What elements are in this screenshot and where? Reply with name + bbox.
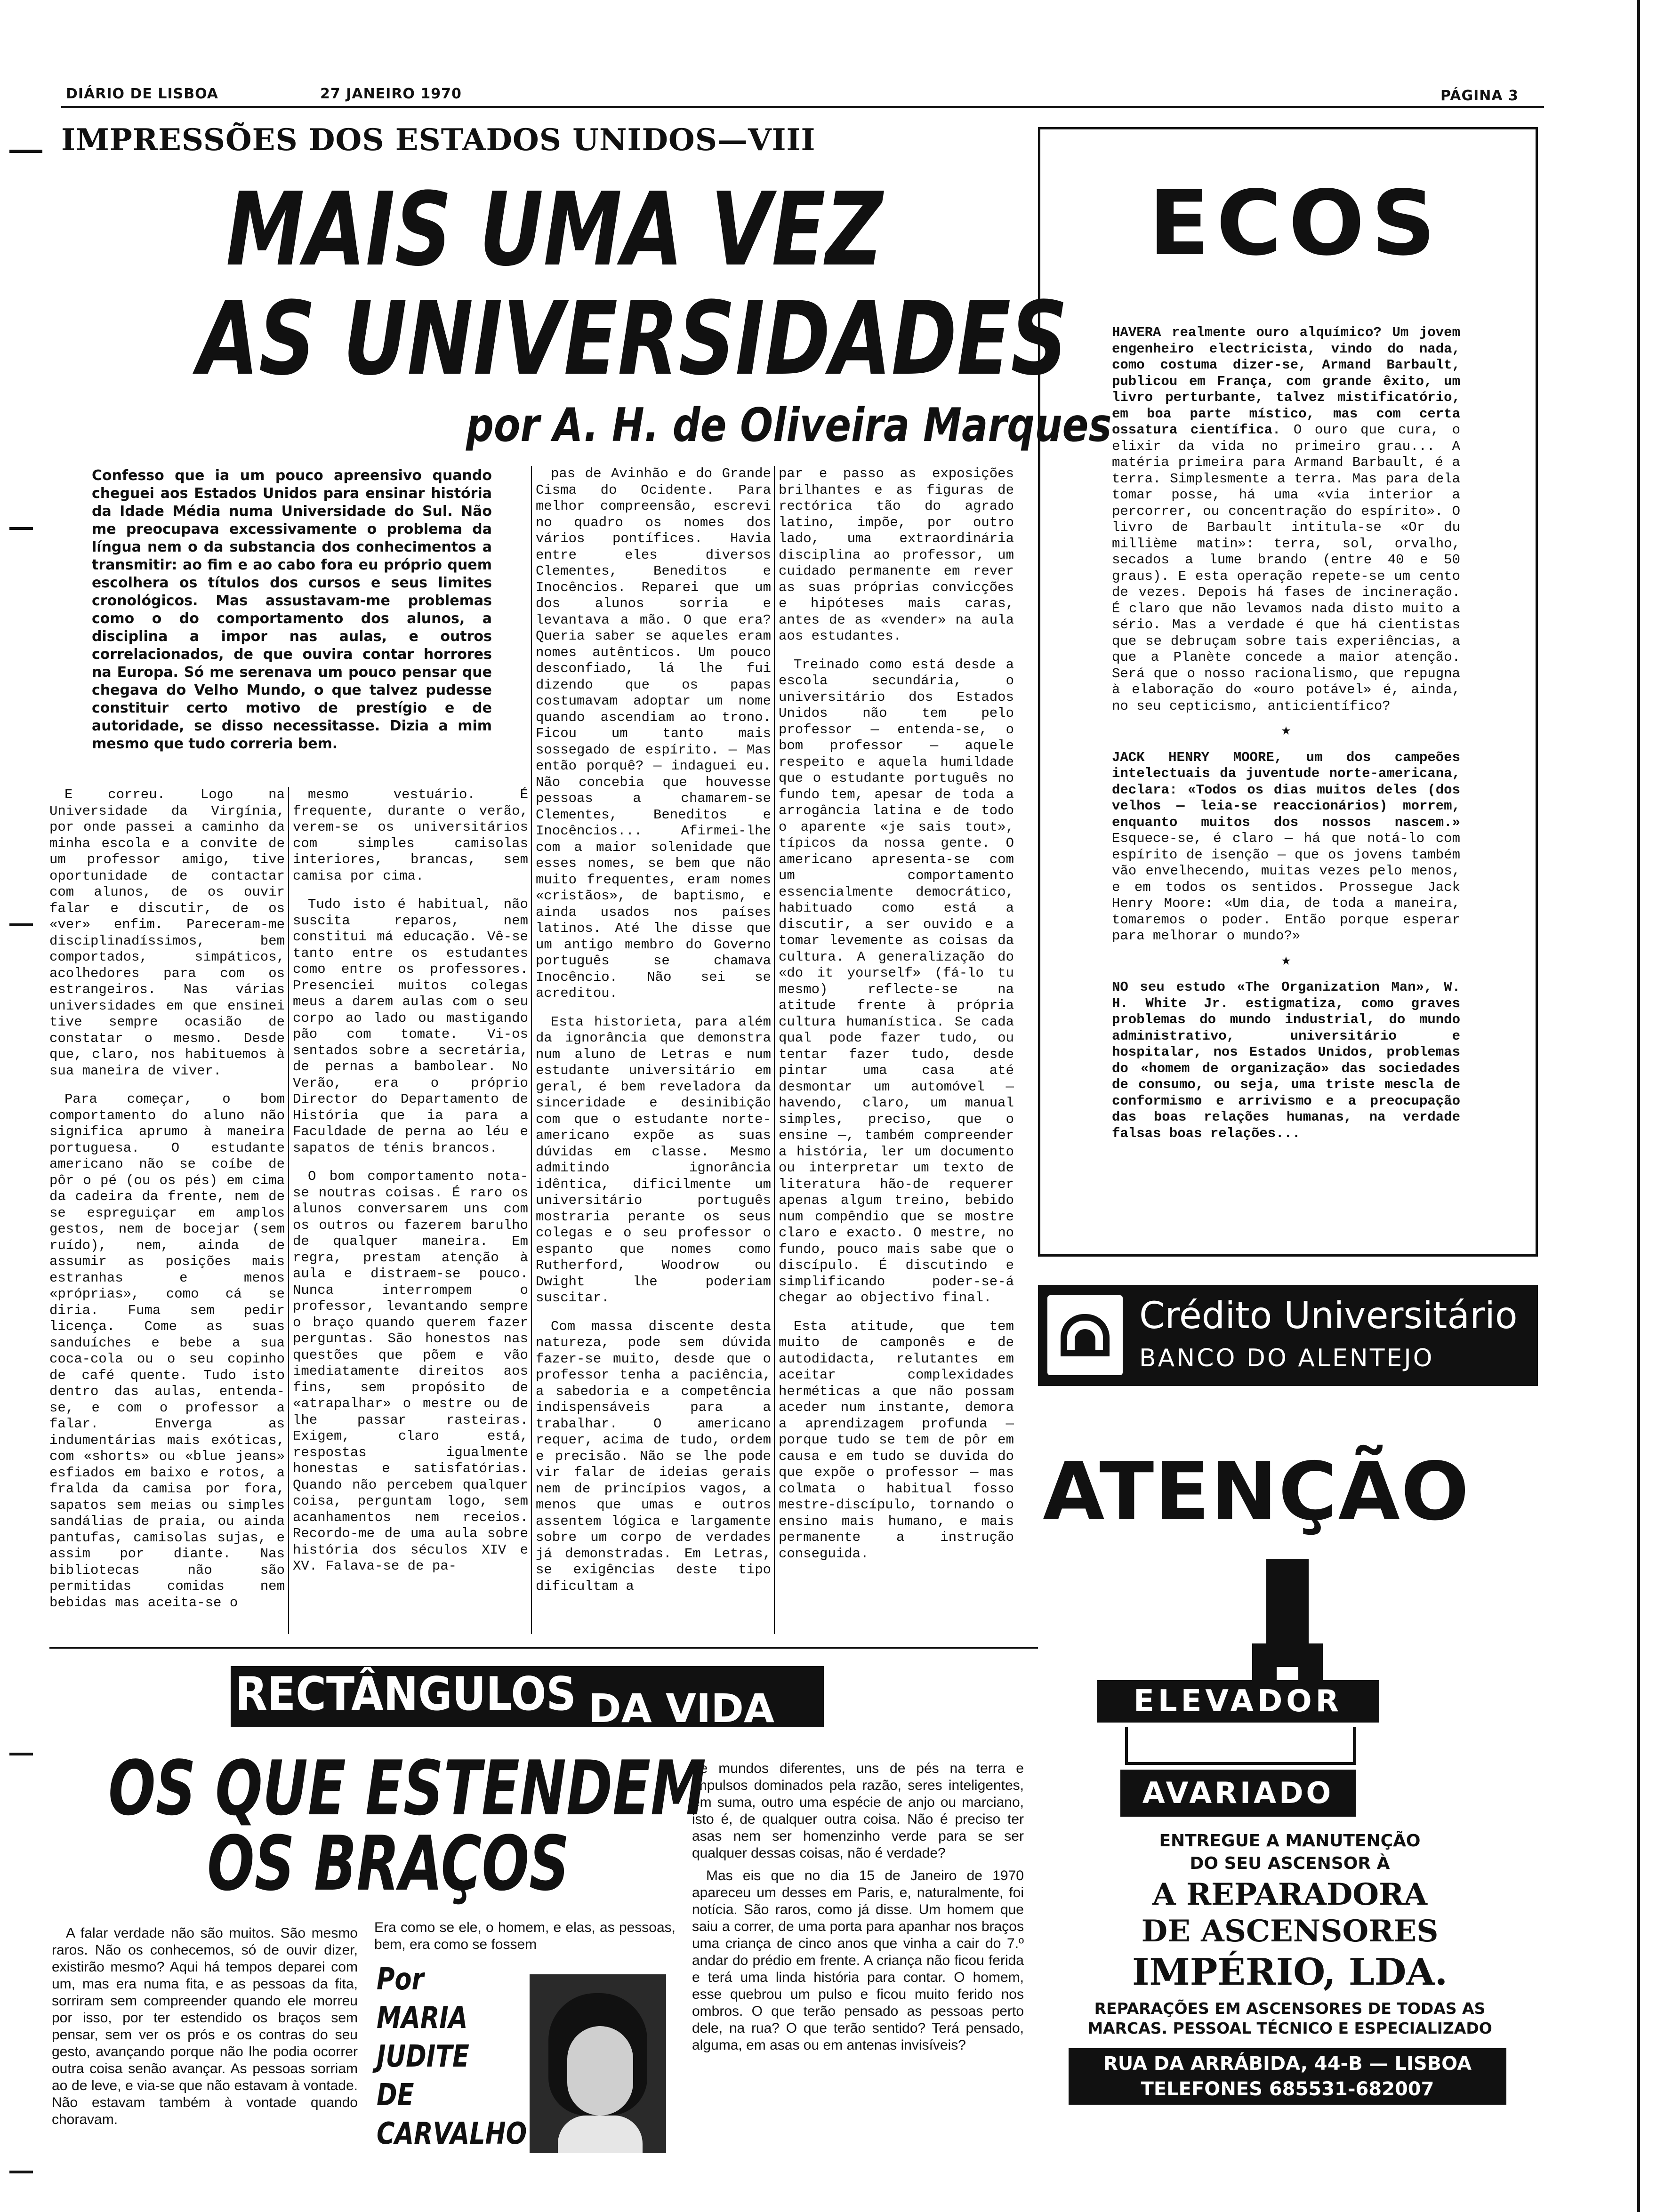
wrench-icon [1266, 1559, 1309, 1676]
elevator-sign-top: ELEVADOR [1097, 1680, 1379, 1723]
ad-address: RUA DA ARRÁBIDA, 44-B — LISBOA [1103, 2053, 1472, 2075]
masthead-rule [61, 106, 1544, 108]
paragraph: Treinado como está desde a escola secundária, o universitário dos Estados Unidos não tem pelo professor — entenda-se, o bom professor — aquele respeito e aquela humildade que o estudante português no fundo tem, apesar de toda a arrogância latina e de todo o aparente «je sais tout», típicos da nossa gente. O americano apresenta-se com um comportamento essencialmente democrático, habituado como está a discutir, a ser ouvido e a tomar levemente as coisas da cultura. A generalização do «do it yourself» (fá-lo tu mesmo) reflecte-se na atitude frente à própria cultura humanística. Se cada qual pode fazer tudo, ou tentar fazer tudo, desde pintar uma casa até desmontar um automóvel — havendo, claro, um manual simples, preciso, que o ensine —, também compreender a história, ler um documento ou interpretar um texto de literatura hão-de requerer apenas algum treino, bebido num compêndio que se mostre claro e exacto. O mestre, no fundo, pouco mais sabe que o discípulo. É discutindo e simplificando poder-se-á chegar ao objectivo final. [779, 657, 1014, 1306]
headline-line-2: AS UNIVERSIDADES [198, 280, 1068, 398]
ecos-item-2-lead: JACK HENRY MOORE, um dos campeões intelectuais da juventude norte-americana, declara: «Todos os dias muitos deles (dos velhos — leia-se reaccionários) morrem, enquanto muitos dos nossos nascem.» [1112, 749, 1460, 830]
atencao-heading: ATENÇÃO [1043, 1445, 1470, 1539]
byline-name-3: DE [377, 2078, 414, 2113]
byline-name-1: MARIA [377, 2001, 468, 2036]
ecos-item-1-lead: HAVERA realmente ouro alquímico? Um jovem engenheiro electricista, vindo do nada, como costuma dizer-se, Armand Barbault, publicou em França, com grande êxito, um livro perturbante, talvez mistificatório, em boa parte místico, mas com certa ossatura científica. [1112, 325, 1460, 438]
elevator-sign-bottom: AVARIADO [1120, 1770, 1356, 1817]
byline-name-2: JUDITE [377, 2039, 469, 2074]
paragraph: mesmo vestuário. É frequente, durante o verão, verem-se os universitários com simples camisolas interiores, brancas, sem camisa por cima. [293, 787, 528, 884]
masthead-date: 27 JANEIRO 1970 [320, 86, 462, 102]
bank-logo-icon [1047, 1295, 1123, 1375]
author-photo [530, 1974, 666, 2153]
paragraph: par e passo as exposições brilhantes e as figuras de rectórica tão do agrado latino, impõe, por outro lado, uma extraordinária disciplina ao professor, um cuidado permanente em rever as suas próprias convicções e hipóteses mais caras, antes de as «vender» na aula aos estudantes. [779, 466, 1014, 644]
paragraph: Tudo isto é habitual, não suscita reparos, nem constitui má educação. Vê-se tanto entre os estudantes como entre os professores. Presenciei muitos colegas meus a darem aulas com o seu corpo ao lado ou mastigando pão com tomate. Vi-os sentados sobre a secretária, de pernas a bambolear. No Verão, era o próprio Director do Departamento de História que ia para a Faculdade de perna ao léu e sapatos de ténis brancos. [293, 897, 528, 1156]
star-separator: ★ [1281, 952, 1291, 970]
ecos-title: ECOS [1149, 171, 1442, 275]
article-intro: Confesso que ia um pouco apreensivo quando cheguei aos Estados Unidos para ensinar história da Idade Média numa Universidade do Sul. Não me preocupava excessivamente o problema da língua nem o da substancia dos conhecimentos a transmitir: ao fim e ao cabo fora eu próprio quem escolhera os títulos dos cursos e seus limites cronológicos. Mas assustavam-me problemas como o do comportamento dos alunos, a disciplina a impor nas aulas, e outros correlacionados, de que ouvira contar horrores na Europa. Só me serenava um pouco pensar que chegava do Velho Mundo, o que talvez pudesse constituir certo motivo de prestígio e de autoridade, se disso necessitasse. Dizia a mim mesmo que tudo correria bem. [92, 467, 492, 752]
byline-name-4: CARVALHO [377, 2116, 527, 2151]
page-edge-line [1637, 0, 1640, 2212]
elevator-sign-panel [1125, 1727, 1356, 1765]
article-byline: por A. H. de Oliveira Marques [466, 399, 1112, 452]
masthead-page-number: PÁGINA 3 [1440, 88, 1519, 104]
paragraph: Era como se ele, o homem, e elas, as pessoas, bem, era como se fossem [374, 1920, 676, 1952]
article-column-1 [49, 787, 285, 1634]
byline-por: Por [377, 1962, 424, 1997]
paragraph: Mas eis que no dia 15 de Janeiro de 1970 apareceu um desses em Paris, e, naturalmente, foi notícia. São raros, como já disse. Um homem que saiu a correr, de uma porta para apanhar nos braços uma criança de cinco anos que vinha a cair do 7.º andar do prédio em frente. A criança não ficou ferida e terá uma linda história para contar. O homem, esse quebrou um pulso e ficou muito ferido nos ombros. O que terão pensado as pessoas perto dele, na rua? O que terão sentido? Terá pensado, alguma, em asas ou em antenas invisíveis? [692, 1868, 1024, 2053]
section-divider [49, 1647, 1038, 1649]
ad-company-line-2: DE ASCENSORES [1141, 1914, 1439, 1949]
paragraph: pas de Avinhão e do Grande Cisma do Ocidente. Para melhor compreensão, escrevi no quadro os nomes dos vários pontífices. Havia entre eles diversos Clementes, Beneditos e Inocêncios. Reparei que um dos alunos sorria e levantava a mão. O que era? Queria saber se aqueles eram nomes autênticos. Um pouco desconfiado, lá lhe fui dizendo que os papas costumavam adoptar um nome quando ascendiam ao trono. Ficou um tanto mais sossegado de espírito. — Mas então porquê? — indaguei eu. Não concebia que houvesse pessoas a chamarem-se Clementes, Beneditos e Inocêncios... Afirmei-lhe com a maior solenidade que esses nomes, se bem que não muito frequentes, eram nomes «cristãos», de baptismo, e ainda usados nos países latinos. Até lhe disse que um antigo membro do Governo português se chamava Inocêncio. Não sei se acreditou. [536, 466, 771, 1001]
article-column-2 [293, 787, 528, 1634]
ecos-item-3-lead: NO seu estudo «The Organization Man», W. H. White Jr. estigmatiza, como graves problemas do mundo industrial, do mundo administrativo, universitário e hospitalar, nos Estados Unidos, problemas do «homem de organização» das sociedades de consumo, ou seja, uma triste mescla de conformismo e arrivismo e a preocupação das boas relações humanas, na verdade falsas boas relações... [1112, 979, 1460, 1141]
ad-phones: TELEFONES 685531-682007 [1141, 2078, 1434, 2100]
bank-ad-subtitle: BANCO DO ALENTEJO [1139, 1344, 1434, 1372]
ad-line-1: ENTREGUE A MANUTENÇÃO [1159, 1831, 1421, 1851]
article-column-3 [536, 466, 771, 1634]
registration-mark [9, 527, 33, 530]
article-kicker: IMPRESSÕES DOS ESTADOS UNIDOS—VIII [61, 122, 816, 158]
paragraph: Com massa discente desta natureza, pode sem dúvida fazer-se muito, desde que o professor tenha a paciência, a sabedoria e a competência indispensáveis para a trabalhar. O americano requer, acima de tudo, ordem e precisão. Não se lhe pode vir falar de ideias gerais nem de princípios vagos, a menos que umas e outros assentem lógica e largamente sobre um corpo de verdades já demonstradas. Em Letras, se exigências deste tipo dificultam a [536, 1318, 771, 1594]
ad-line-6: REPARAÇÕES EM ASCENSORES DE TODAS AS [1094, 1999, 1486, 2018]
registration-mark [9, 923, 33, 926]
ad-company-line-1: A REPARADORA [1152, 1877, 1427, 1912]
paragraph: de mundos diferentes, uns de pés na terra e impulsos dominados pela razão, seres inteligentes, em suma, outro uma espécie de anjo ou marciano, isto é, de qualquer outra coisa. Não é preciso ter asas nem ser homenzinho verde para se ser qualquer dessas coisas, não é verdade? [692, 1761, 1024, 1861]
ad-line-7: MARCAS. PESSOAL TÉCNICO E ESPECIALIZADO [1087, 2019, 1492, 2037]
registration-mark [9, 150, 42, 153]
paragraph: A falar verdade não são muitos. São mesmo raros. Não os conhecemos, só de ouvir dizer, existirão mesmo? Aqui há tempos deparei com um, mas era numa fita, e as pessoas da fita, sorriram sem compreender quando ele morreu por isso, por ter estendido os braços sem pensar, sem ver os prós e os contras do seu gesto, avançando porque não lhe podia ocorrer outra coisa senão avançar. As pessoas sorriam ao de leve, e via-se que não estavam à vontade. Não estavam também à vontade quando choravam. [52, 1925, 358, 2127]
column-rule [774, 466, 775, 1634]
ad-company-name: IMPÉRIO, LDA. [1132, 1951, 1448, 1994]
ecos-item-2-body: Esquece-se, é claro — há que notá-lo com espírito de isenção — que os jovens também vão envelhecendo, muitas vezes pelo menos, e em todos os sentidos. Prossegue Jack Henry Moore: «Um dia, de toda a maneira, tomaremos o poder. Então porque esperar para melhorar o mundo?» [1112, 831, 1460, 944]
ecos-item-1-body: O ouro que cura, o elixir da vida no primeiro grau... A matéria primeira para Armand Barbault, é a terra. Simplesmente a terra. Mas para dela tomar posse, há uma «via interior a percorrer, ou concentração do espírito». O livro de Barbault intitula-se «Or du millième matin»: terra, sol, orvalho, secados a lume brando (entre 40 e 50 graus). E esta operação repete-se um cento de vezes. Depois há fases de incineração. É claro que não levamos nada disto muito a sério. Mas a verdade é que há cientistas que se debruçam sobre tais experiências, a que a Planète concede a maior atenção. Será que o nosso racionalismo, que repugna à elaboração do «ouro potável» é, ainda, no seu cepticismo, anticientífico? [1112, 422, 1460, 714]
paragraph: Esta atitude, que tem muito de camponês e de autodidacta, relutantes em aceitar complexidades herméticas a que não possam aceder num instante, demora a aprendizagem profunda — porque tudo se tem de pôr em causa e em tudo se duvida do que expõe o professor — mas colmata o habitual fosso mestre-discípulo, tornando o ensino mais humano, e mais permanente a instrução conseguida. [779, 1318, 1014, 1562]
section-title-right: DA VIDA [588, 1685, 774, 1731]
second-headline-line-2: OS BRAÇOS [207, 1819, 570, 1907]
second-column-right [692, 1760, 1024, 2193]
star-separator: ★ [1281, 722, 1291, 740]
ad-line-2: DO SEU ASCENSOR À [1190, 1854, 1390, 1873]
paragraph: O bom comportamento nota-se noutras coisas. É raro os alunos conversarem uns com os outros ou fazerem barulho de qualquer maneira. Em regra, prestam atenção à aula e distraem-se pouco. Nunca interrompem o professor, levantando sempre o braço quando querem fazer perguntas. São honestos nas questões que põem e vão imediatamente direitos aos fins, sem propósito de «atrapalhar» o mestre ou de lhe passar rasteiras. Exigem, claro está, respostas igualmente honestas e satisfatórias. Quando não percebem qualquer coisa, perguntam logo, sem acanhamentos nem receios. Recordo-me de uma aula sobre história dos séculos XIV e XV. Falava-se de pa- [293, 1169, 528, 1574]
section-title-left: RECTÂNGULOS [235, 1667, 576, 1721]
second-column-left [52, 1925, 358, 2184]
bank-ad-title: Crédito Universitário [1139, 1295, 1518, 1337]
registration-mark [9, 2171, 33, 2173]
column-rule [288, 787, 289, 1634]
ecos-column [1112, 325, 1460, 1238]
second-headline-line-1: OS QUE ESTENDEM [108, 1744, 706, 1832]
masthead-paper-name: DIÁRIO DE LISBOA [66, 86, 218, 102]
column-rule [531, 466, 532, 1634]
paragraph: Para começar, o bom comportamento do aluno não significa aprumo à maneira portuguesa. O estudante americano não se coíbe de pôr o pé (ou os pés) em cima da cadeira da frente, nem de se espreguiçar em amplos gestos, nem de bocejar (sem ruído), nem, ainda de assumir as posições mais estranhas e menos «próprias», como cá se diria. Fuma sem pedir licença. Come as suas sanduíches e bebe a sua coca-cola ou o seu copinho de café quente. Tudo isto dentro das aulas, entenda-se, e com o professor a falar. Enverga as indumentárias mais exóticas, com «shorts» ou «blue jeans» esfiados em baixo e rotos, a fralda da camisa por fora, sapatos sem meias ou simples sandálias de praia, ou ainda pantufas, camisolas sujas, e assim por diante. Nas bibliotecas não são permitidas comidas nem bebidas mas aceita-se o [49, 1091, 285, 1611]
paragraph: E correu. Logo na Universidade da Virgínia, por onde passei a caminho da minha escola e a convite de um professor amigo, tive oportunidade de contactar com alunos, de os ouvir falar e discutir, de os «ver» enfim. Pareceram-me disciplinadíssimos, bem comportados, simpáticos, acolhedores para com os estrangeiros. Nas várias universidades em que ensinei tive sempre ocasião de constatar o mesmo. Desde que, claro, nos habituemos à sua maneira de viver. [49, 787, 285, 1079]
second-column-middle [374, 1919, 676, 1957]
headline-line-1: MAIS UMA VEZ [226, 170, 883, 289]
article-column-4 [779, 466, 1014, 1634]
registration-mark [9, 1753, 33, 1755]
paragraph: Esta historieta, para além da ignorância que demonstra num aluno de Letras e num estudante universitário em geral, é bem reveladora da sinceridade e desinibição com que o estudante norte-americano expõe as suas dúvidas em classe. Mesmo admitindo ignorância idêntica, dificilmente um universitário português mostraria perante os seus colegas e o seu professor o espanto que nomes como Rutherford, Woodrow ou Dwight lhe poderiam suscitar. [536, 1014, 771, 1306]
